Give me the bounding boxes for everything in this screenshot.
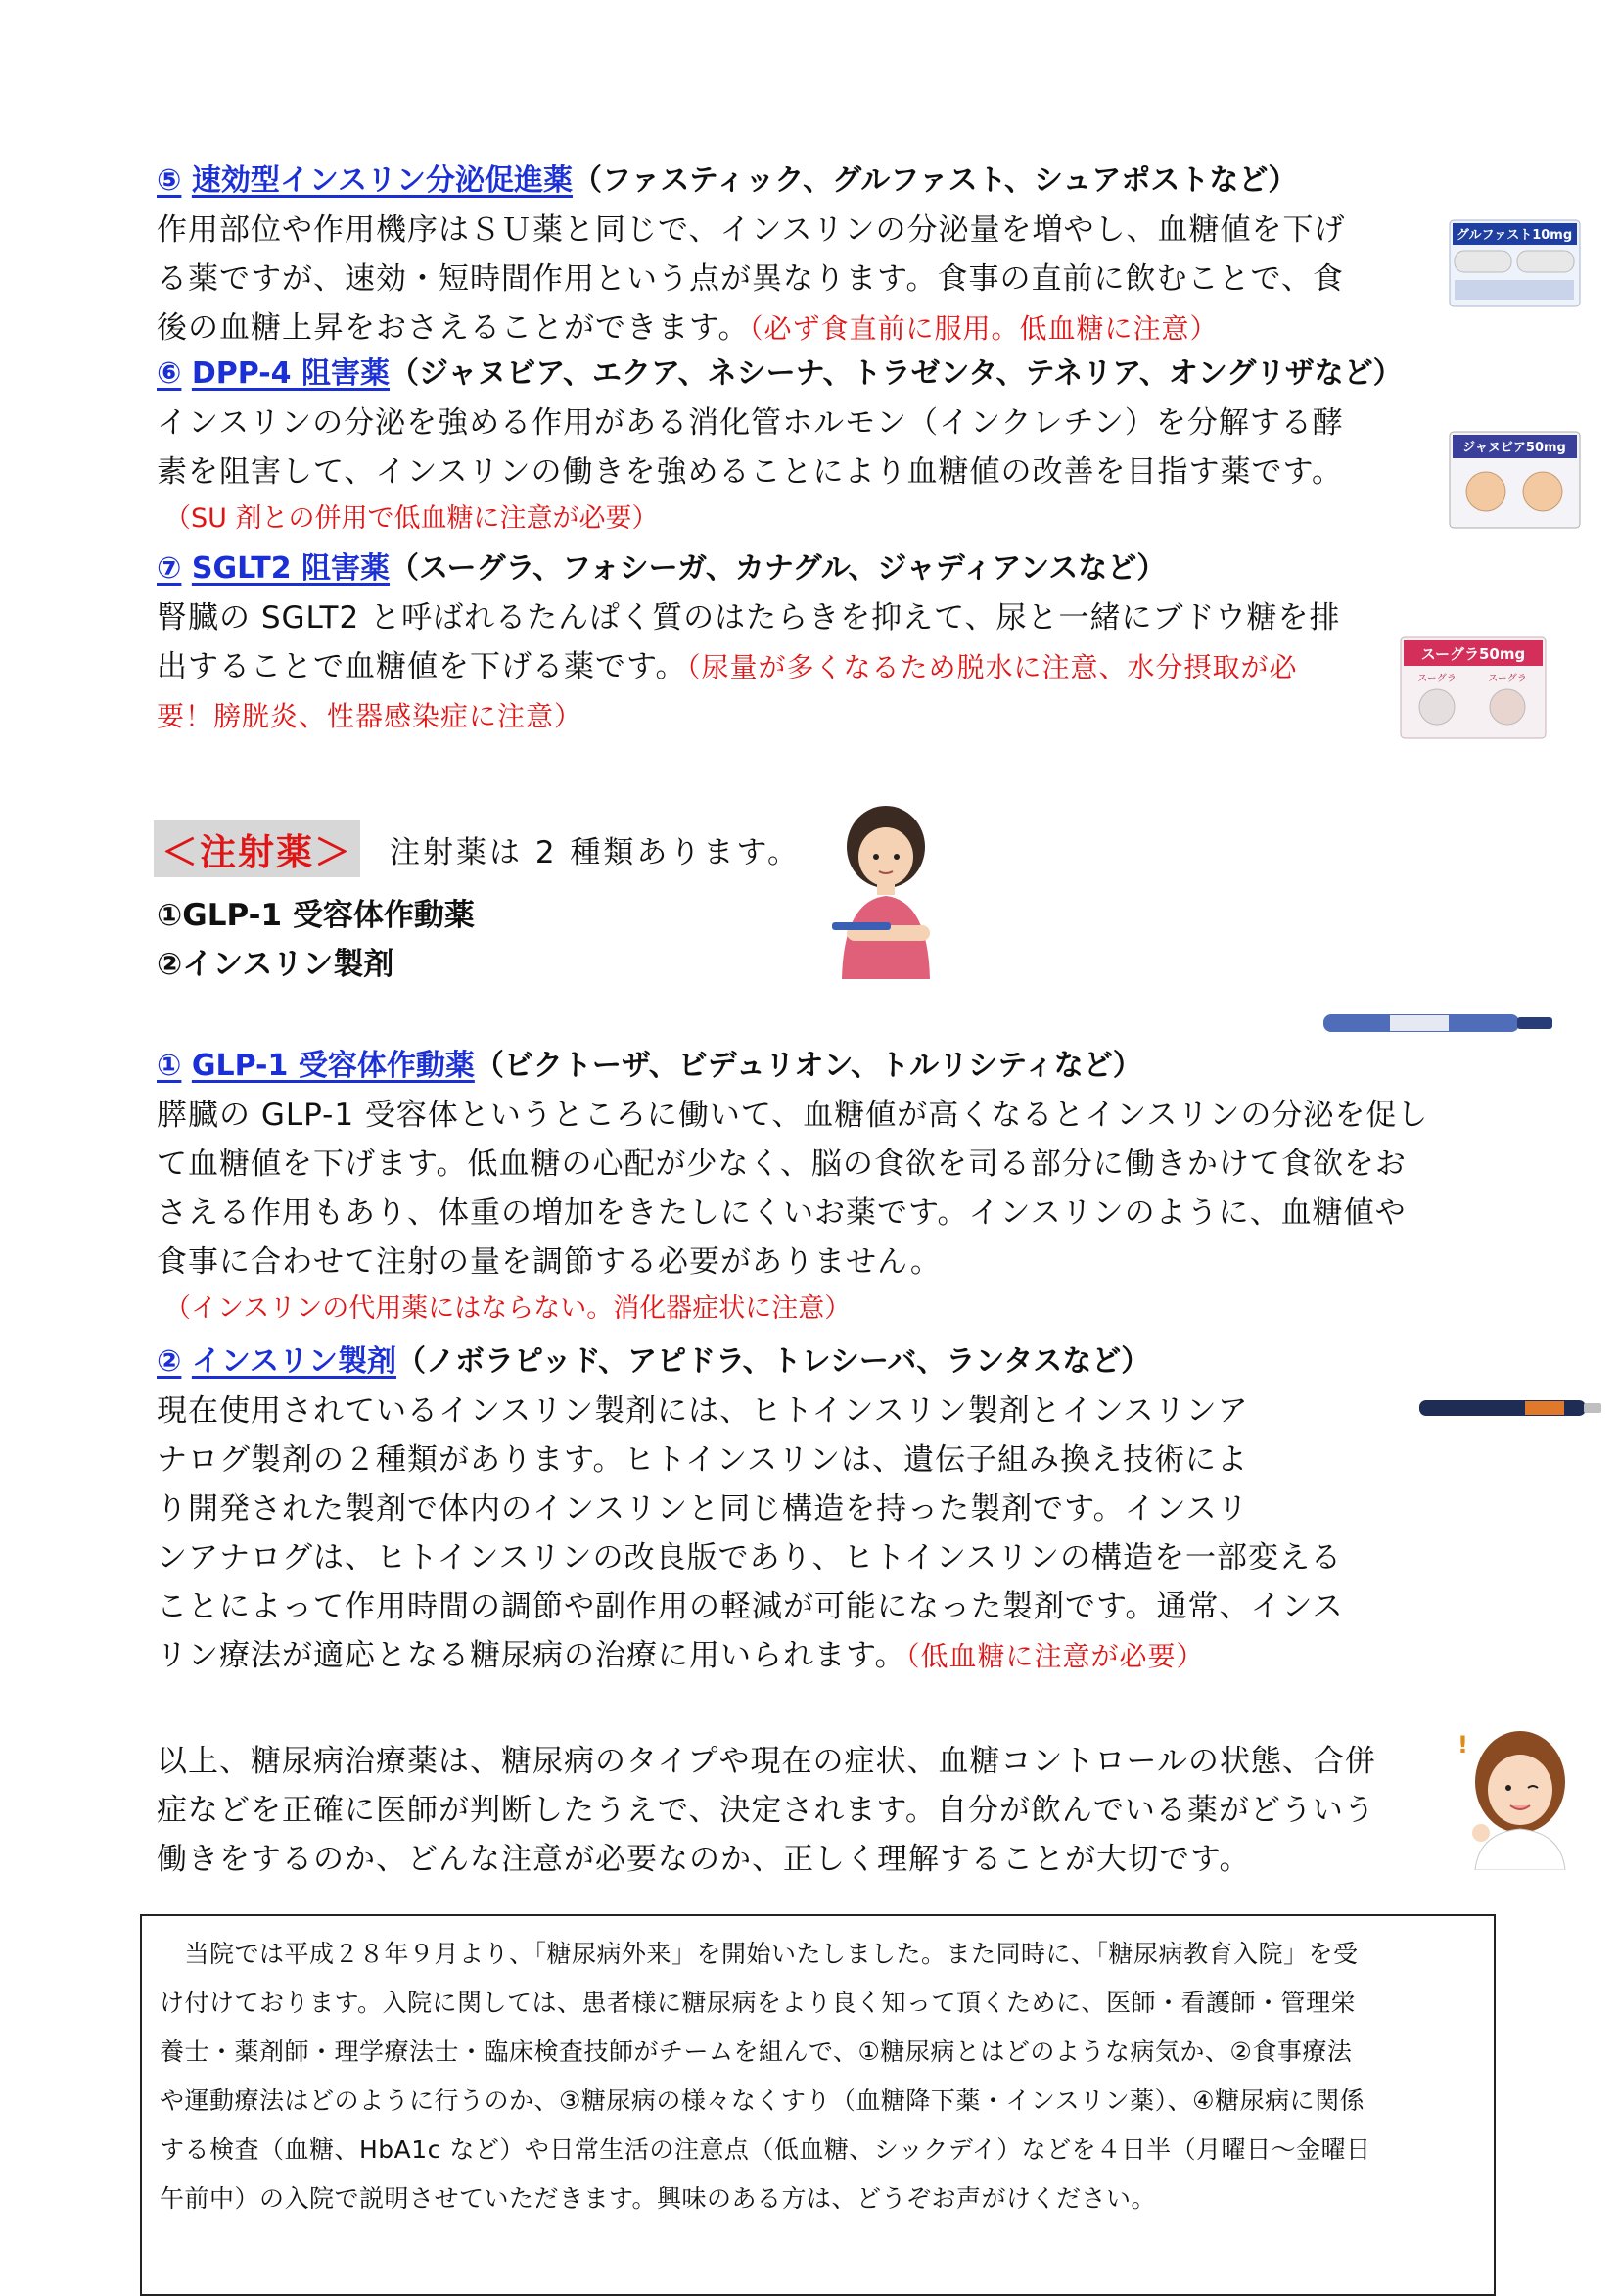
- drug-examples: （ノボラピッド、アピドラ、トレシーバ、ランタスなど）: [395, 1344, 1151, 1379]
- warning-note: （尿量が多くなるため脱水に注意、水分摂取が必: [686, 651, 1298, 683]
- body-line: ことによって作用時間の調節や副作用の軽減が可能になった製剤です。通常、インス: [157, 1589, 1344, 1624]
- body-line: て血糖値を下げます。低血糖の心配が少なく、脳の食欲を司る部分に働きかけて食欲をお: [157, 1147, 1407, 1182]
- body-text: リン療法が適応となる糖尿病の治療に用いられます。: [157, 1638, 906, 1673]
- info-line: 養士・薬剤師・理学療法士・臨床検査技師がチームを組んで、①糖尿病とはどのような病気か、②食事療法: [160, 2038, 1353, 2066]
- body-line: さえる作用もあり、体重の増加をきたしにくいお薬です。インスリンのように、血糖値や: [157, 1195, 1407, 1231]
- glp1-pen-image: [1321, 1008, 1556, 1038]
- warning-note: （低血糖に注意が必要）: [905, 1640, 1205, 1672]
- section-number: ①: [157, 1049, 182, 1083]
- section-dpp4-inhibitor: [157, 350, 1488, 541]
- section-title: [157, 1042, 1527, 1091]
- drug-class-link[interactable]: インスリン製剤: [191, 1344, 396, 1379]
- woman-injecting-illustration: [812, 803, 959, 979]
- summary-line: 症などを正確に医師が判断したうえで、決定されます。自分が飲んでいる薬がどういう: [157, 1793, 1375, 1828]
- drug-class-link[interactable]: SGLT2 阻害薬: [191, 551, 391, 586]
- section-number: ⑥: [157, 356, 182, 391]
- hospital-info-box: [140, 1914, 1496, 2296]
- body-line: 作用部位や作用機序はＳＵ薬と同じで、インスリンの分泌量を増やし、血糖値を下げ: [157, 212, 1346, 248]
- glufast-label: グルファスト10mg: [1456, 228, 1573, 243]
- section-number: ⑤: [157, 164, 182, 198]
- section-glp1-agonist: [157, 1042, 1527, 1332]
- list-item: ①GLP-1 受容体作動薬: [157, 898, 475, 933]
- info-line: け付けております。入院に関しては、患者様に糖尿病をより良く知って頂くために、医師・看護師・管理栄: [160, 1989, 1357, 2017]
- body-line: [157, 304, 1488, 353]
- section-title: [157, 1337, 1527, 1386]
- drug-class-link[interactable]: 速効型インスリン分泌促進薬: [191, 164, 573, 198]
- list-item: ②インスリン製剤: [157, 947, 394, 982]
- info-line: 午前中）の入院で説明させていただきます。興味のある方は、どうぞお声がけください。: [160, 2184, 1157, 2213]
- drug-examples: （スーグラ、フォシーガ、カナグル、ジャディアンスなど）: [390, 551, 1167, 586]
- section-title: [157, 157, 1488, 206]
- body-line: 素を阻害して、インスリンの働きを強めることにより血糖値の改善を目指す薬です。: [157, 454, 1343, 490]
- section-number: ⑦: [157, 551, 182, 586]
- suglat-label: スーグラ50mg: [1420, 645, 1526, 663]
- summary-line: 以上、糖尿病治療薬は、糖尿病のタイプや現在の症状、血糖コントロールの状態、合併: [157, 1744, 1376, 1779]
- info-line: 当院では平成２８年９月より、「糖尿病外来」を開始いたしました。また同時に、「糖尿病教育入院」を受: [160, 1940, 1359, 1968]
- januvia-label: ジャヌビア50mg: [1462, 441, 1566, 455]
- drug-examples: （ファスティック、グルファスト、シュアポストなど）: [572, 164, 1298, 198]
- suglat-package-image: [1400, 636, 1547, 739]
- body-line: インスリンの分泌を強める作用がある消化管ホルモン（インクレチン）を分解する酵: [157, 405, 1344, 441]
- section-number: ②: [157, 1344, 182, 1379]
- section-rapid-insulin-secretagogue: [157, 157, 1488, 353]
- body-line: 膵臓の GLP-1 受容体というところに働いて、血糖値が高くなるとインスリンの分泌を促し: [157, 1098, 1429, 1133]
- suglat-sub-right: スーグラ: [1488, 674, 1527, 684]
- warning-note: （必ず食直前に服用。低血糖に注意）: [749, 312, 1219, 345]
- info-line: する検査（血糖、HbA1c など）や日常生活の注意点（低血糖、シックデイ）などを４日半（月曜日～金曜日: [160, 2135, 1371, 2164]
- body-text: 後の血糖上昇をおさえることができます。: [157, 310, 750, 346]
- pharmacist-illustration: [1454, 1723, 1576, 1870]
- body-line: 腎臓の SGLT2 と呼ばれるたんぱく質のはたらきを抑えて、尿と一緒にブドウ糖を排: [157, 600, 1341, 635]
- insulin-pen-image: [1417, 1395, 1603, 1421]
- body-line: ナログ製剤の２種類があります。ヒトインスリンは、遺伝子組み換え技術によ: [157, 1442, 1249, 1477]
- section-insulin: [157, 1337, 1527, 1681]
- drug-examples: （ジャヌビア、エクア、ネシーナ、トラゼンタ、テネリア、オングリザなど）: [389, 356, 1403, 391]
- warning-note: （インスリンの代用薬にはならない。消化器症状に注意）: [164, 1293, 852, 1324]
- svg-text:!: !: [1457, 1731, 1468, 1758]
- body-line: ンアナログは、ヒトインスリンの改良版であり、ヒトインスリンの構造を一部変える: [157, 1540, 1343, 1575]
- warning-note: （SU 剤との併用で低血糖に注意が必要）: [164, 503, 659, 534]
- body-text: 出することで血糖値を下げる薬です。: [157, 649, 687, 684]
- drug-class-link[interactable]: DPP-4 阻害薬: [191, 356, 390, 391]
- body-line: り開発された製剤で体内のインスリンと同じ構造を持った製剤です。インスリ: [157, 1491, 1249, 1526]
- januvia-package-image: [1449, 431, 1581, 529]
- injection-heading-label: ＜注射薬＞: [154, 820, 360, 877]
- suglat-sub-left: スーグラ: [1417, 674, 1457, 684]
- section-title: [157, 350, 1488, 398]
- section-title: [157, 544, 1488, 593]
- body-line: [157, 642, 1488, 692]
- body-line: 食事に合わせて注射の量を調節する必要がありません。: [157, 1244, 942, 1280]
- injection-heading: [154, 820, 801, 877]
- section-sglt2-inhibitor: [157, 544, 1488, 741]
- warning-note: 要！膀胱炎、性器感染症に注意）: [157, 700, 583, 732]
- summary-line: 働きをするのか、どんな注意が必要なのか、正しく理解することが大切です。: [157, 1842, 1251, 1877]
- injection-intro: 注射薬は 2 種類あります。: [390, 834, 801, 870]
- body-line: る薬ですが、速効・短時間作用という点が異なります。食事の直前に飲むことで、食: [157, 261, 1344, 297]
- info-line: や運動療法はどのように行うのか、③糖尿病の様々なくすり（血糖降下薬・インスリン薬）、④糖尿病に関係: [160, 2086, 1365, 2115]
- summary: [157, 1737, 1527, 1884]
- drug-class-link[interactable]: GLP-1 受容体作動薬: [191, 1049, 475, 1083]
- drug-examples: （ビクトーザ、ビデュリオン、トルリシティなど）: [474, 1049, 1142, 1083]
- glufast-package-image: [1449, 219, 1581, 307]
- body-line: [157, 1631, 1527, 1681]
- body-line: 現在使用されているインスリン製剤には、ヒトインスリン製剤とインスリンア: [157, 1393, 1249, 1429]
